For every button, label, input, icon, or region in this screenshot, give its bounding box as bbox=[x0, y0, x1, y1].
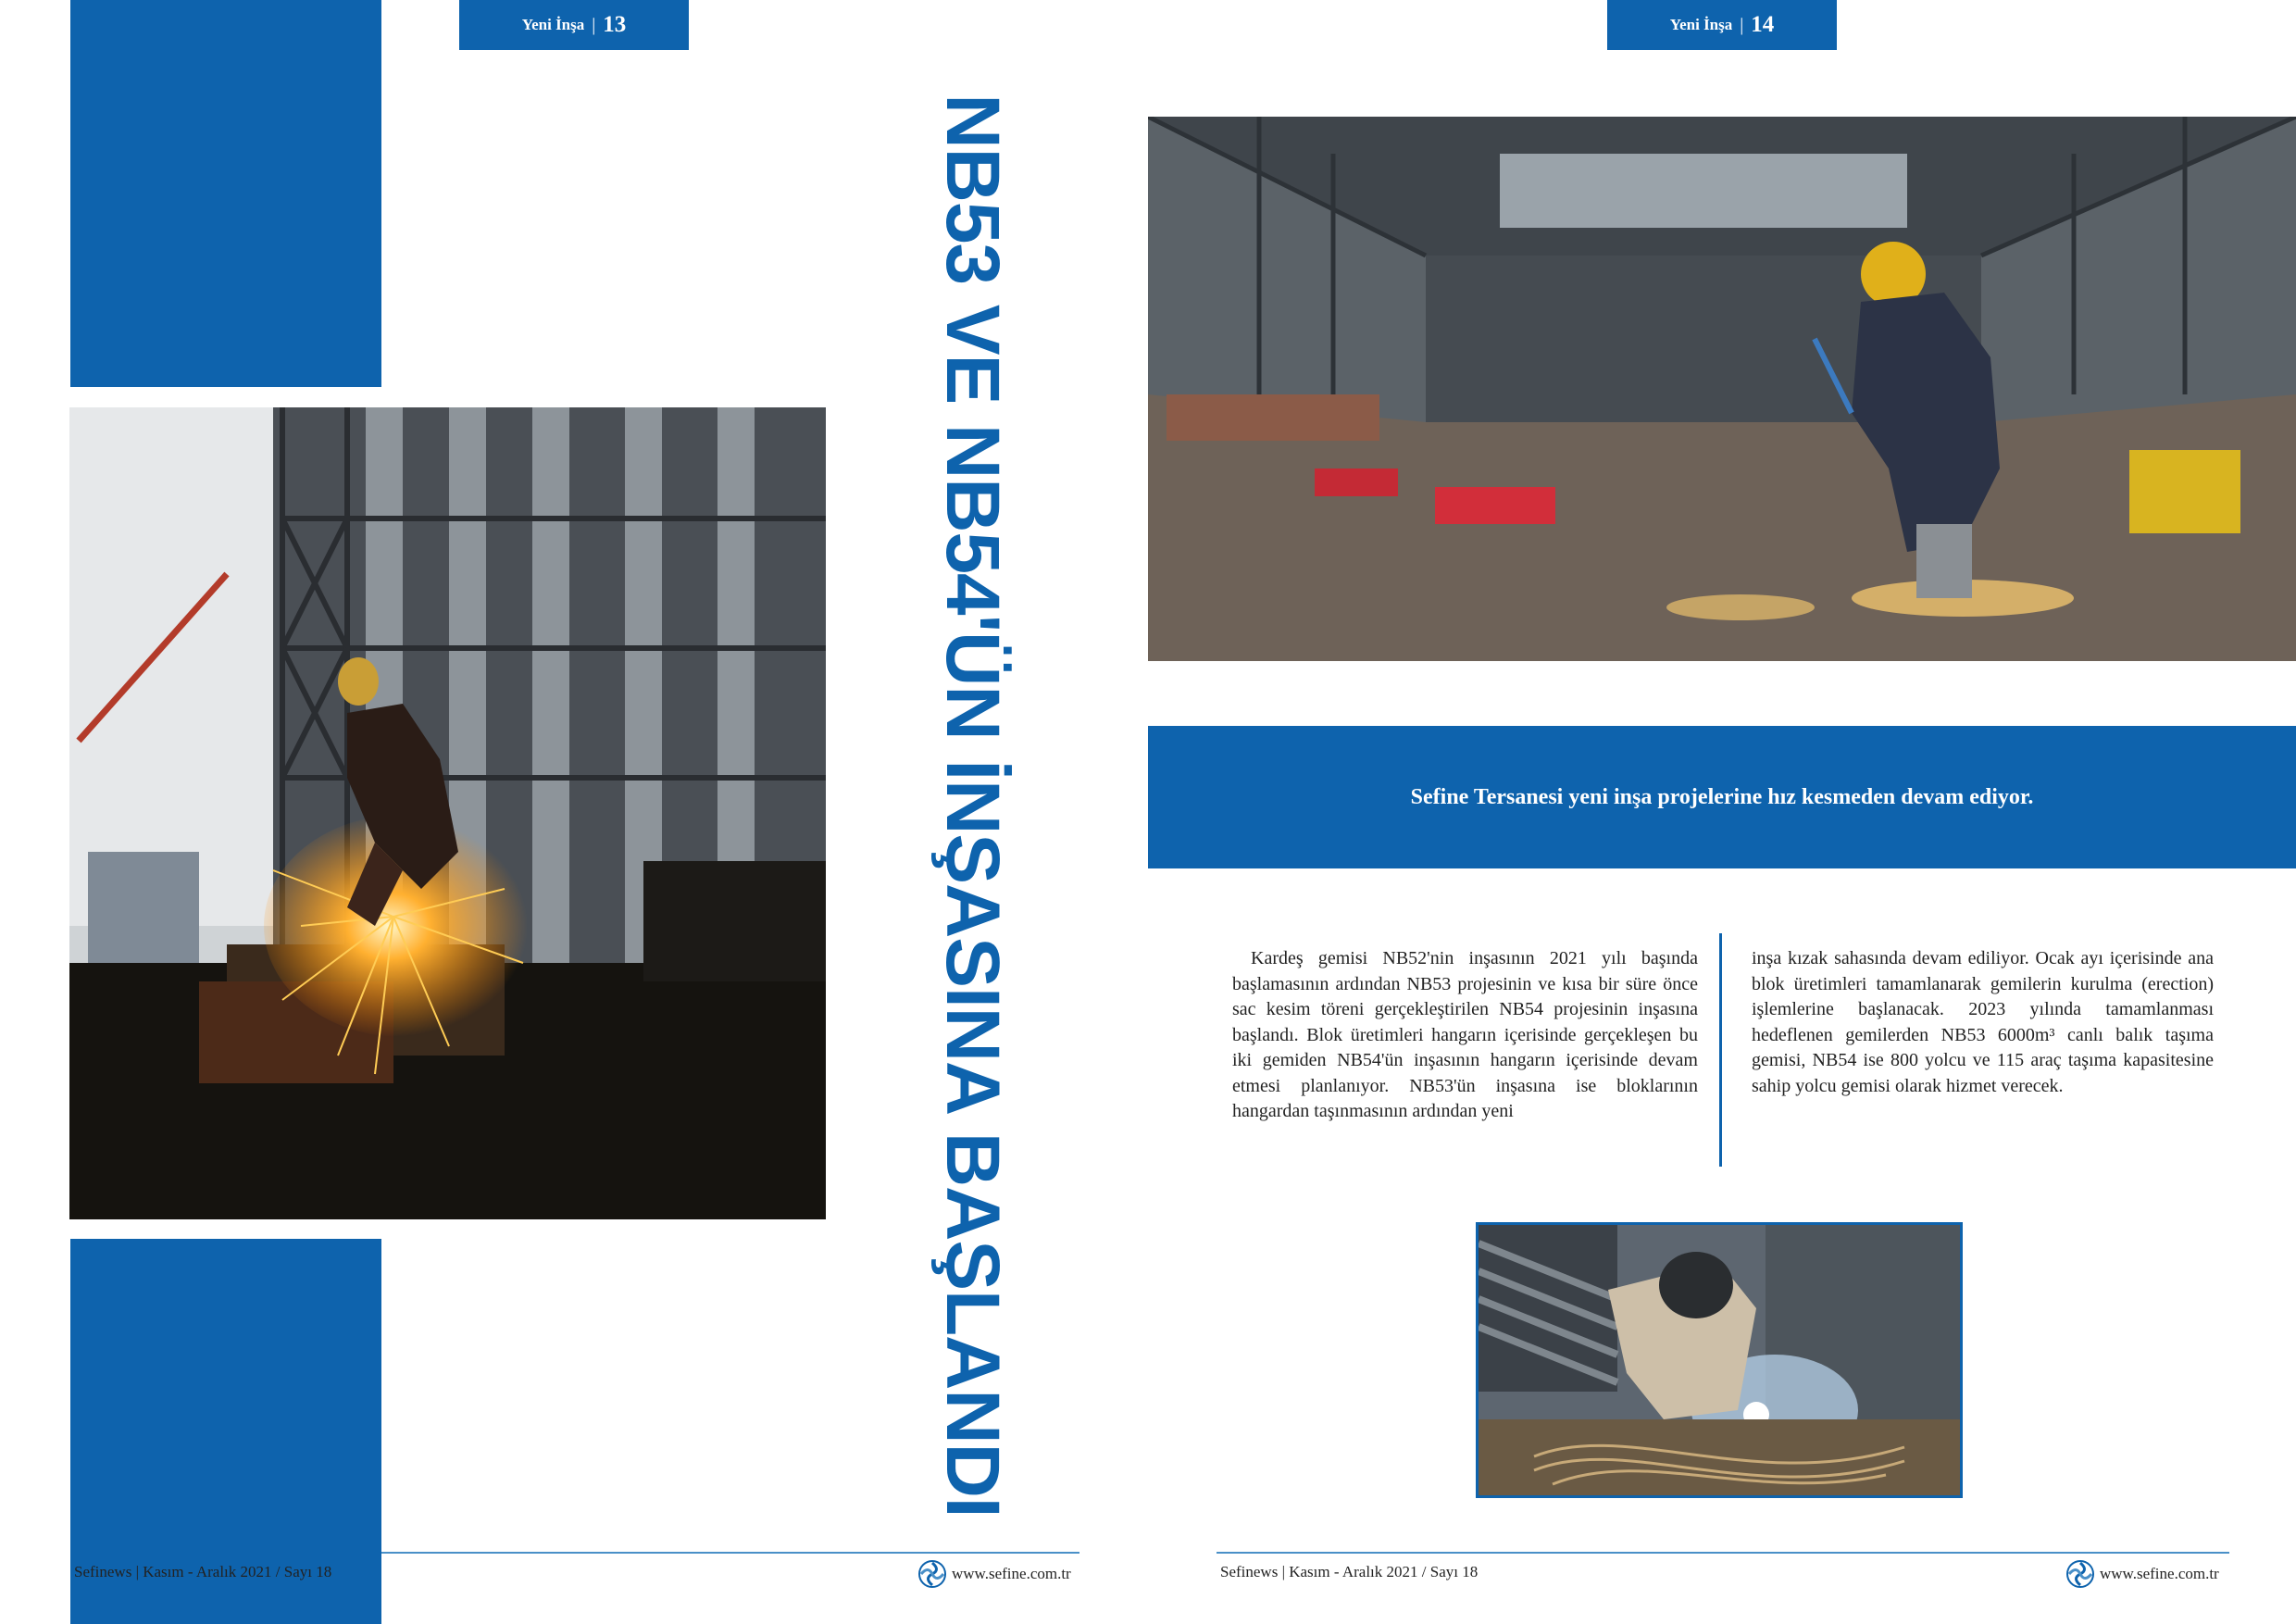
subtitle-banner bbox=[1148, 726, 2296, 868]
article-column-1 bbox=[1232, 946, 1698, 1125]
section-label: Yeni İnşa bbox=[1669, 16, 1733, 33]
sefine-logo-icon bbox=[2065, 1558, 2096, 1590]
website-link[interactable]: www.sefine.com.tr bbox=[952, 1565, 1071, 1582]
page-number: 13 bbox=[603, 12, 627, 37]
welder-detail-photo bbox=[1476, 1222, 1963, 1498]
hangar-worker-photo bbox=[1148, 117, 2296, 661]
headline-container bbox=[930, 94, 1015, 1518]
subtitle-text: Sefine Tersanesi yeni inşa projelerine hız kesmeden devam ediyor. bbox=[1410, 784, 2034, 809]
welder-cutting-photo bbox=[69, 407, 826, 1219]
section-label: Yeni İnşa bbox=[521, 16, 585, 33]
article-column-2 bbox=[1752, 946, 2214, 1099]
website-link[interactable]: www.sefine.com.tr bbox=[2100, 1565, 2219, 1582]
column-2-text: inşa kızak sahasında devam ediliyor. Ocak ayı içerisinde ana blok üretimleri tamamlanarak gemilerin kurulma (erection) işlemlerine başlanacak. 2023 yılında tamamlanması hedeflenen gemilerden NB53 6000m³ canlı balık taşıma gemisi, NB54 ise 800 yolcu ve 115 araç taşıma kapasitesine sahip yolcu gemisi olarak hizmet verecek. bbox=[1752, 948, 2214, 1096]
left-footer-issue: Sefinews | Kasım - Aralık 2021 / Sayı 18 bbox=[74, 1563, 332, 1580]
left-footer-site[interactable] bbox=[917, 1558, 1071, 1590]
left-page-tab: Yeni İnşa | 13 bbox=[459, 0, 689, 50]
right-footer-issue: Sefinews | Kasım - Aralık 2021 / Sayı 18 bbox=[1220, 1563, 1479, 1580]
left-top-block bbox=[70, 0, 381, 387]
headline: NB53 VE NB54'ÜN İNŞASINA BAŞLANDI bbox=[930, 94, 1015, 1518]
right-footer-site[interactable] bbox=[2065, 1558, 2219, 1590]
column-1-text: Kardeş gemisi NB52'nin inşasının 2021 yılı başında başlamasının ardından NB53 projesinin ve kısa bir süre önce sac kesim töreni gerçekleştirilen NB54 projesinin inşasına başlandı. Blok üretimleri hangarın içerisinde gerçekleşen bu iki gemiden NB54'ün inşasının hangarın içerisinde devam etmesi planlanıyor. NB53'ün inşasına ise bloklarının hangardan taşınmasının ardından yeni bbox=[1232, 948, 1698, 1121]
column-divider bbox=[1719, 933, 1722, 1167]
left-footer-line bbox=[381, 1552, 1079, 1554]
right-page-tab: Yeni İnşa | 14 bbox=[1607, 0, 1837, 50]
sefine-logo-icon bbox=[917, 1558, 948, 1590]
right-footer-line bbox=[1217, 1552, 2229, 1554]
page-number: 14 bbox=[1751, 12, 1775, 37]
